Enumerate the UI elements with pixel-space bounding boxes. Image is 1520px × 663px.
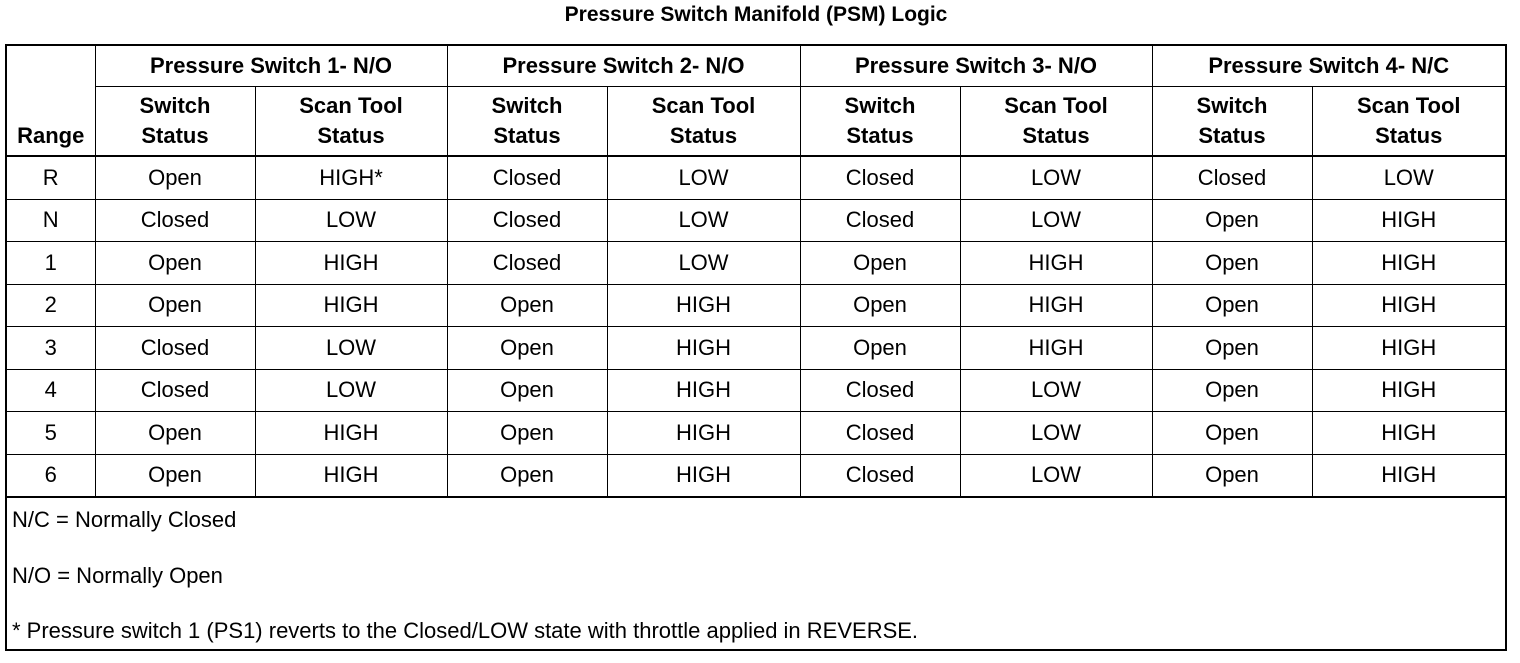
switch-status-cell: Open	[1152, 327, 1312, 370]
scan-tool-status-header	[607, 86, 800, 156]
switch-status-cell: Open	[800, 284, 960, 327]
notes-section	[7, 497, 1505, 663]
scan-tool-status-cell: HIGH	[1312, 284, 1505, 327]
scan-tool-status-cell: HIGH	[607, 412, 800, 455]
scan-tool-status-cell: HIGH	[1312, 369, 1505, 412]
header-line: Status	[493, 122, 561, 148]
range-cell: R	[7, 156, 95, 199]
scan-tool-status-cell: HIGH	[255, 284, 447, 327]
table-row	[7, 156, 1505, 199]
header-line: Switch	[139, 92, 211, 118]
scan-tool-status-cell: LOW	[255, 327, 447, 370]
page-title: Pressure Switch Manifold (PSM) Logic	[564, 3, 948, 26]
switch-status-header	[1152, 86, 1312, 156]
range-cell: 2	[7, 284, 95, 327]
switch-status-cell: Closed	[800, 369, 960, 412]
scan-tool-status-cell: HIGH	[607, 284, 800, 327]
switch-status-cell: Open	[1152, 412, 1312, 455]
range-cell: 6	[7, 454, 95, 497]
scan-tool-status-cell: LOW	[255, 369, 447, 412]
group-header-ps3: Pressure Switch 3- N/O	[800, 46, 1152, 86]
switch-status-cell: Closed	[447, 199, 607, 242]
switch-status-cell: Open	[447, 284, 607, 327]
scan-tool-status-header	[960, 86, 1152, 156]
group-header-ps4: Pressure Switch 4- N/C	[1152, 46, 1505, 86]
switch-status-cell: Open	[447, 454, 607, 497]
switch-status-cell: Open	[447, 412, 607, 455]
scan-tool-status-cell: LOW	[960, 412, 1152, 455]
scan-tool-status-cell: LOW	[607, 242, 800, 285]
scan-tool-status-cell: HIGH	[1312, 412, 1505, 455]
header-line: Status	[1198, 122, 1266, 148]
switch-status-header	[447, 86, 607, 156]
header-line: Scan Tool	[651, 92, 756, 118]
header-line: Status	[669, 122, 738, 148]
scan-tool-status-cell: HIGH	[1312, 327, 1505, 370]
header-sub-row	[7, 86, 1505, 156]
psm-logic-table-frame	[5, 44, 1507, 651]
table-row	[7, 284, 1505, 327]
switch-status-cell: Closed	[447, 156, 607, 199]
scan-tool-status-cell: HIGH	[607, 369, 800, 412]
header-line: Status	[141, 122, 209, 148]
switch-status-cell: Closed	[95, 369, 255, 412]
scan-tool-status-cell: HIGH	[255, 242, 447, 285]
switch-status-cell: Closed	[1152, 156, 1312, 199]
switch-status-cell: Open	[1152, 284, 1312, 327]
table-row	[7, 412, 1505, 455]
range-cell: N	[7, 199, 95, 242]
range-cell: 1	[7, 242, 95, 285]
switch-status-cell: Closed	[800, 454, 960, 497]
scan-tool-status-cell: HIGH	[1312, 199, 1505, 242]
table-row	[7, 242, 1505, 285]
switch-status-header	[800, 86, 960, 156]
scan-tool-status-cell: HIGH	[960, 284, 1152, 327]
scan-tool-status-cell: LOW	[960, 369, 1152, 412]
group-header-ps2: Pressure Switch 2- N/O	[447, 46, 800, 86]
switch-status-cell: Open	[800, 242, 960, 285]
header-line: Scan Tool	[299, 92, 403, 118]
switch-status-cell: Open	[1152, 242, 1312, 285]
header-line: Scan Tool	[1357, 92, 1461, 118]
switch-status-cell: Open	[95, 242, 255, 285]
scan-tool-status-cell: LOW	[960, 454, 1152, 497]
header-line: Status	[1022, 122, 1090, 148]
psm-logic-table	[7, 46, 1505, 497]
scan-tool-status-cell: LOW	[1312, 156, 1505, 199]
header-line: Switch	[844, 92, 916, 118]
range-cell: 5	[7, 412, 95, 455]
table-row	[7, 327, 1505, 370]
switch-status-cell: Open	[95, 156, 255, 199]
switch-status-cell: Closed	[800, 412, 960, 455]
scan-tool-status-cell: LOW	[960, 199, 1152, 242]
switch-status-cell: Open	[800, 327, 960, 370]
header-line: Status	[846, 122, 914, 148]
header-line: Status	[317, 122, 385, 148]
header-line: Switch	[1196, 92, 1268, 118]
scan-tool-status-header	[255, 86, 447, 156]
group-header-ps1: Pressure Switch 1- N/O	[95, 46, 447, 86]
switch-status-header	[95, 86, 255, 156]
range-cell: 3	[7, 327, 95, 370]
scan-tool-status-cell: LOW	[607, 199, 800, 242]
switch-status-cell: Open	[95, 454, 255, 497]
switch-status-cell: Closed	[800, 199, 960, 242]
table-row	[7, 199, 1505, 242]
scan-tool-status-header	[1312, 86, 1505, 156]
table-row	[7, 454, 1505, 497]
scan-tool-status-cell: HIGH	[255, 412, 447, 455]
scan-tool-status-cell: HIGH	[607, 454, 800, 497]
scan-tool-status-cell: HIGH	[1312, 242, 1505, 285]
switch-status-cell: Open	[1152, 369, 1312, 412]
switch-status-cell: Closed	[95, 327, 255, 370]
scan-tool-status-cell: LOW	[960, 156, 1152, 199]
scan-tool-status-cell: HIGH	[1312, 454, 1505, 497]
note-line: * Pressure switch 1 (PS1) reverts to the Closed/LOW state with throttle applied in REVERSE.	[12, 618, 919, 643]
switch-status-cell: Open	[1152, 454, 1312, 497]
scan-tool-status-cell: LOW	[607, 156, 800, 199]
switch-status-cell: Open	[95, 412, 255, 455]
scan-tool-status-cell: HIGH	[960, 327, 1152, 370]
switch-status-cell: Open	[95, 284, 255, 327]
switch-status-cell: Closed	[800, 156, 960, 199]
switch-status-cell: Closed	[447, 242, 607, 285]
scan-tool-status-cell: HIGH	[255, 454, 447, 497]
switch-status-cell: Open	[1152, 199, 1312, 242]
scan-tool-status-cell: HIGH	[960, 242, 1152, 285]
note-line: N/O = Normally Open	[12, 563, 223, 588]
scan-tool-status-cell: LOW	[255, 199, 447, 242]
scan-tool-status-cell: HIGH*	[255, 156, 447, 199]
switch-status-cell: Open	[447, 369, 607, 412]
header-group-row	[7, 46, 1505, 86]
header-line: Status	[1375, 122, 1443, 148]
note-line: N/C = Normally Closed	[12, 507, 237, 532]
header-line: Switch	[491, 92, 563, 118]
range-cell: 4	[7, 369, 95, 412]
table-row	[7, 369, 1505, 412]
scan-tool-status-cell: HIGH	[607, 327, 800, 370]
header-line: Scan Tool	[1004, 92, 1108, 118]
table-body	[7, 156, 1505, 497]
switch-status-cell: Open	[447, 327, 607, 370]
range-header: Range	[7, 46, 95, 156]
switch-status-cell: Closed	[95, 199, 255, 242]
